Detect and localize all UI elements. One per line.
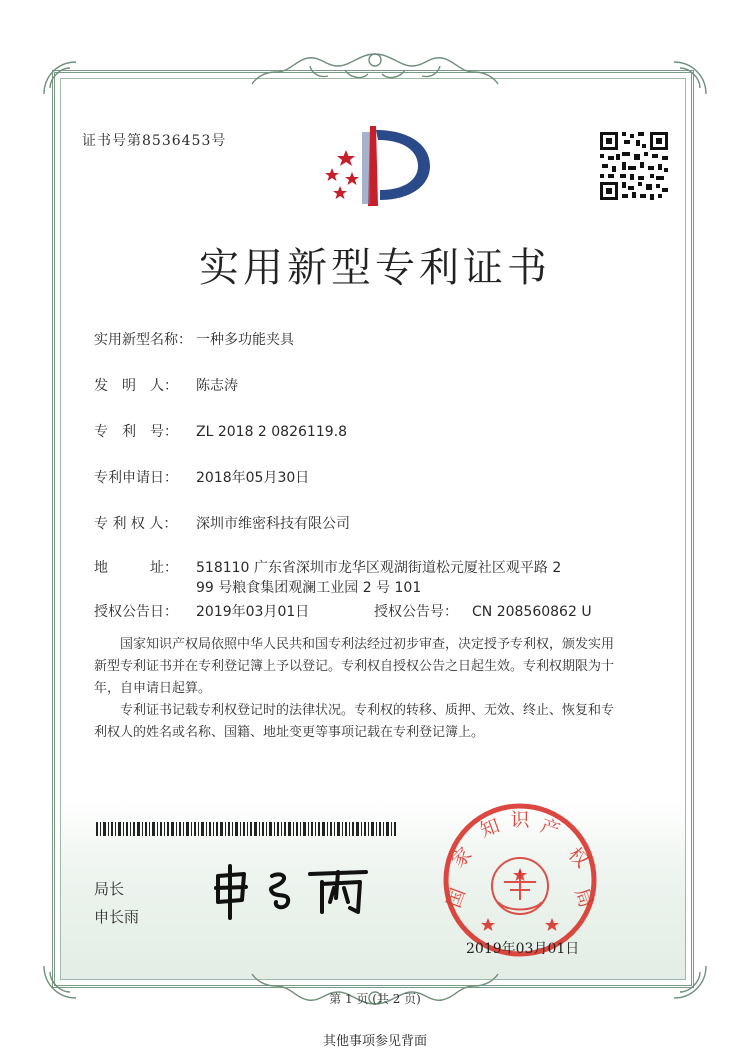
statement-paragraph-2	[94, 700, 676, 744]
page-number: 第 1 页 (共 2 页)	[329, 992, 421, 1006]
qr-code-icon	[598, 130, 670, 202]
seal-date: 2019年03月01日	[466, 941, 580, 957]
certificate-title: 实用新型专利证书	[199, 245, 551, 291]
field-address	[94, 558, 561, 598]
field-label: 专 利 号：	[94, 424, 178, 440]
certificate-number: 证书号第8536453号	[82, 133, 227, 149]
patent-office-logo-icon	[318, 120, 438, 212]
svg-text:知: 知	[477, 814, 503, 842]
field-value: ZL 2018 2 0826119.8	[196, 424, 347, 440]
paragraph-line: 利权人的姓名或名称、国籍、地址变更等事项记载在专利登记簿上。	[94, 725, 485, 740]
svg-text:识: 识	[510, 809, 530, 831]
top-ornament-icon	[250, 48, 500, 90]
field-value: 一种多功能夹具	[196, 332, 294, 348]
paragraph-line: 专利证书记载专利权登记时的法律状况。专利权的转移、质押、无效、终止、恢复和专	[120, 703, 615, 718]
paragraph-line: 年，自申请日起算。	[94, 681, 212, 696]
svg-text:局: 局	[570, 885, 598, 911]
field-grant-number	[374, 602, 592, 622]
svg-text:家: 家	[447, 843, 477, 873]
svg-text:产: 产	[537, 814, 563, 842]
field-label: 专 利 权 人：	[94, 516, 178, 532]
paragraph-line: 国家知识产权局依照中华人民共和国专利法经过初步审查，决定授予专利权，颁发实用	[120, 637, 615, 652]
field-inventor	[94, 376, 238, 396]
corner-ornament-icon	[40, 58, 80, 98]
footer-note: 其他事项参见背面	[322, 1034, 427, 1049]
field-grant-date	[94, 602, 309, 622]
field-value: 2019年03月01日	[196, 604, 310, 620]
barcode-icon	[96, 822, 396, 836]
field-label: 发 明 人：	[94, 378, 178, 394]
director-title: 局长	[94, 880, 125, 898]
svg-text:权: 权	[563, 843, 593, 873]
field-label: 授权公告号：	[374, 604, 458, 620]
paragraph-line: 新型专利证书并在专利登记簿上予以登记。专利权自授权公告之日起生效。专利权期限为十	[94, 659, 615, 674]
field-label: 专利申请日：	[94, 470, 178, 486]
field-value: CN 208560862 U	[472, 604, 592, 620]
field-patentee	[94, 514, 350, 534]
field-value: 2018年05月30日	[196, 470, 310, 486]
address-line-2: 99 号粮食集团观澜工业园 2 号 101	[196, 580, 422, 596]
field-label: 授权公告日：	[94, 604, 178, 620]
field-label: 实用新型名称：	[94, 332, 192, 348]
address-line-1: 518110 广东省深圳市龙华区观湖街道松元厦社区观平路 2	[196, 560, 562, 576]
corner-ornament-icon	[670, 58, 710, 98]
field-value	[196, 558, 561, 598]
official-seal-icon	[440, 800, 600, 960]
field-label: 地 址：	[94, 560, 178, 576]
field-utility-model-name	[94, 330, 294, 350]
svg-text:国: 国	[442, 885, 470, 911]
field-value: 陈志涛	[196, 378, 238, 394]
statement-paragraph-1	[94, 634, 676, 700]
director-signature-icon	[210, 862, 380, 922]
field-value: 深圳市维密科技有限公司	[196, 516, 350, 532]
field-patent-number	[94, 422, 347, 442]
director-name: 申长雨	[94, 908, 140, 926]
field-filing-date	[94, 468, 309, 488]
